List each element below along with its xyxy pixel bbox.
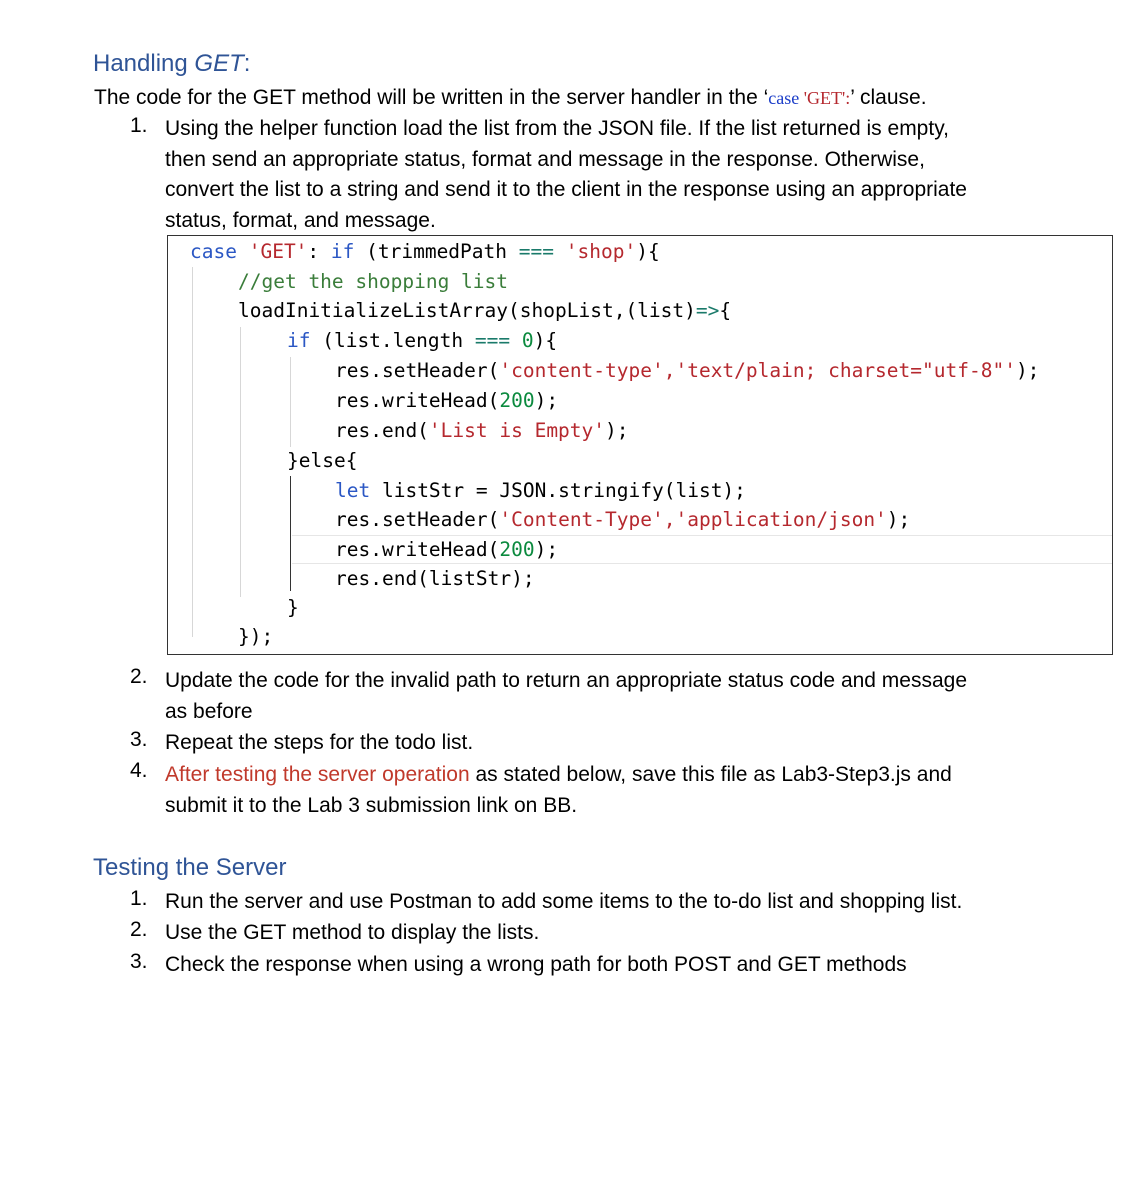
code-token: loadInitializeListArray [238,299,509,322]
code-comment: //get the shopping list [238,270,509,293]
intro-text-end: clause. [854,86,927,109]
intro-code-case: case [768,88,800,108]
heading-text: Handling [93,50,195,77]
code-token: === [518,240,554,263]
code-line: } [287,596,299,619]
code-line [335,476,746,506]
step4-highlight: After testing the server operation [165,763,470,786]
list-number: 2. [130,665,148,688]
list-item [165,759,952,821]
list-number: 1. [130,114,148,137]
step2-line: as before [165,700,253,723]
code-line [335,416,629,446]
list-number: 2. [130,918,148,941]
code-token: : [307,240,331,263]
code-token: 200 [499,389,535,412]
code-line [287,326,557,356]
list-item: Run the server and use Postman to add some items to the to-do list and shopping list. [165,890,963,913]
code-token: ); [1015,359,1040,382]
code-token: 200 [499,538,535,561]
code-token: ){ [636,240,660,263]
code-line [238,296,731,326]
intro-text: The code for the GET method will be written in the server handler in the [94,86,764,109]
code-token: res.end( [335,419,429,442]
code-token: listStr = JSON.stringify(list); [370,479,746,502]
code-token: res.writeHead( [335,538,500,561]
code-token: if [330,240,355,263]
code-line: res.end(listStr); [335,567,535,590]
code-line [190,237,660,267]
code-token: ); [534,389,559,412]
section-heading-testing: Testing the Server [93,854,287,881]
code-token: let [335,479,371,502]
intro-paragraph [94,83,927,113]
intro-code-get: 'GET': [799,88,851,108]
quote-open: ‘ [763,86,769,109]
code-token: res.setHeader( [335,359,500,382]
list-number: 3. [130,728,148,751]
code-token: res.writeHead( [335,389,500,412]
code-token: 'shop' [565,240,637,263]
list-item [165,114,967,236]
code-token: ); [605,419,629,442]
code-token: 'Content-Type','application/json' [499,508,887,531]
indent-guide [240,327,241,597]
step4-text: as stated below, save this file as Lab3-Step3.js and [469,763,952,786]
code-token: => [695,299,720,322]
list-item: Use the GET method to display the lists. [165,921,540,944]
list-number: 3. [130,950,148,973]
list-number: 1. [130,887,148,910]
code-line [335,535,558,565]
heading-colon: : [243,50,251,77]
code-token: if [287,329,311,352]
code-token: === [474,329,511,352]
code-token: case [190,240,237,263]
indent-guide [290,357,291,447]
code-line: }); [238,625,274,648]
code-token: ){ [533,329,558,352]
section-heading-handling-get [93,50,250,78]
step2-line: Update the code for the invalid path to return an appropriate status code and message [165,669,968,692]
quote-close: ’ [850,86,855,109]
code-token: 'List is Empty' [428,419,606,442]
indent-guide [290,476,291,591]
code-token: (list) [625,299,696,322]
step1-line: convert the list to a string and send it to the client in the response using an appropriate [165,178,967,201]
code-line: }else{ [287,449,358,472]
indent-guide [192,267,193,637]
list-item: Repeat the steps for the todo list. [165,731,474,754]
code-token: (shopList, [508,299,626,322]
code-token: 0 [521,329,534,352]
code-line [335,356,1039,386]
step1-line: Using the helper function load the list from the JSON file. If the list returned is empty, [165,117,949,140]
code-token: (list.length [310,329,475,352]
code-token: ); [534,538,559,561]
list-item: Check the response when using a wrong path for both POST and GET methods [165,953,907,976]
code-token: { [719,299,732,322]
step1-line: status, format, and message. [165,208,436,232]
code-line [335,386,558,416]
step4-line: submit it to the Lab 3 submission link on BB. [165,794,578,817]
heading-italic: GET [194,50,244,77]
code-token: 'content-type','text/plain; charset="utf-8"' [499,359,1016,382]
code-token: res.setHeader( [335,508,500,531]
code-token: ); [886,508,911,531]
list-item [165,665,967,727]
code-token: 'GET' [248,240,308,263]
list-number: 4. [130,759,148,782]
code-line [335,505,910,535]
step1-line: then send an appropriate status, format and message in the response. Otherwise, [165,147,925,171]
code-token: (trimmedPath [354,240,519,263]
